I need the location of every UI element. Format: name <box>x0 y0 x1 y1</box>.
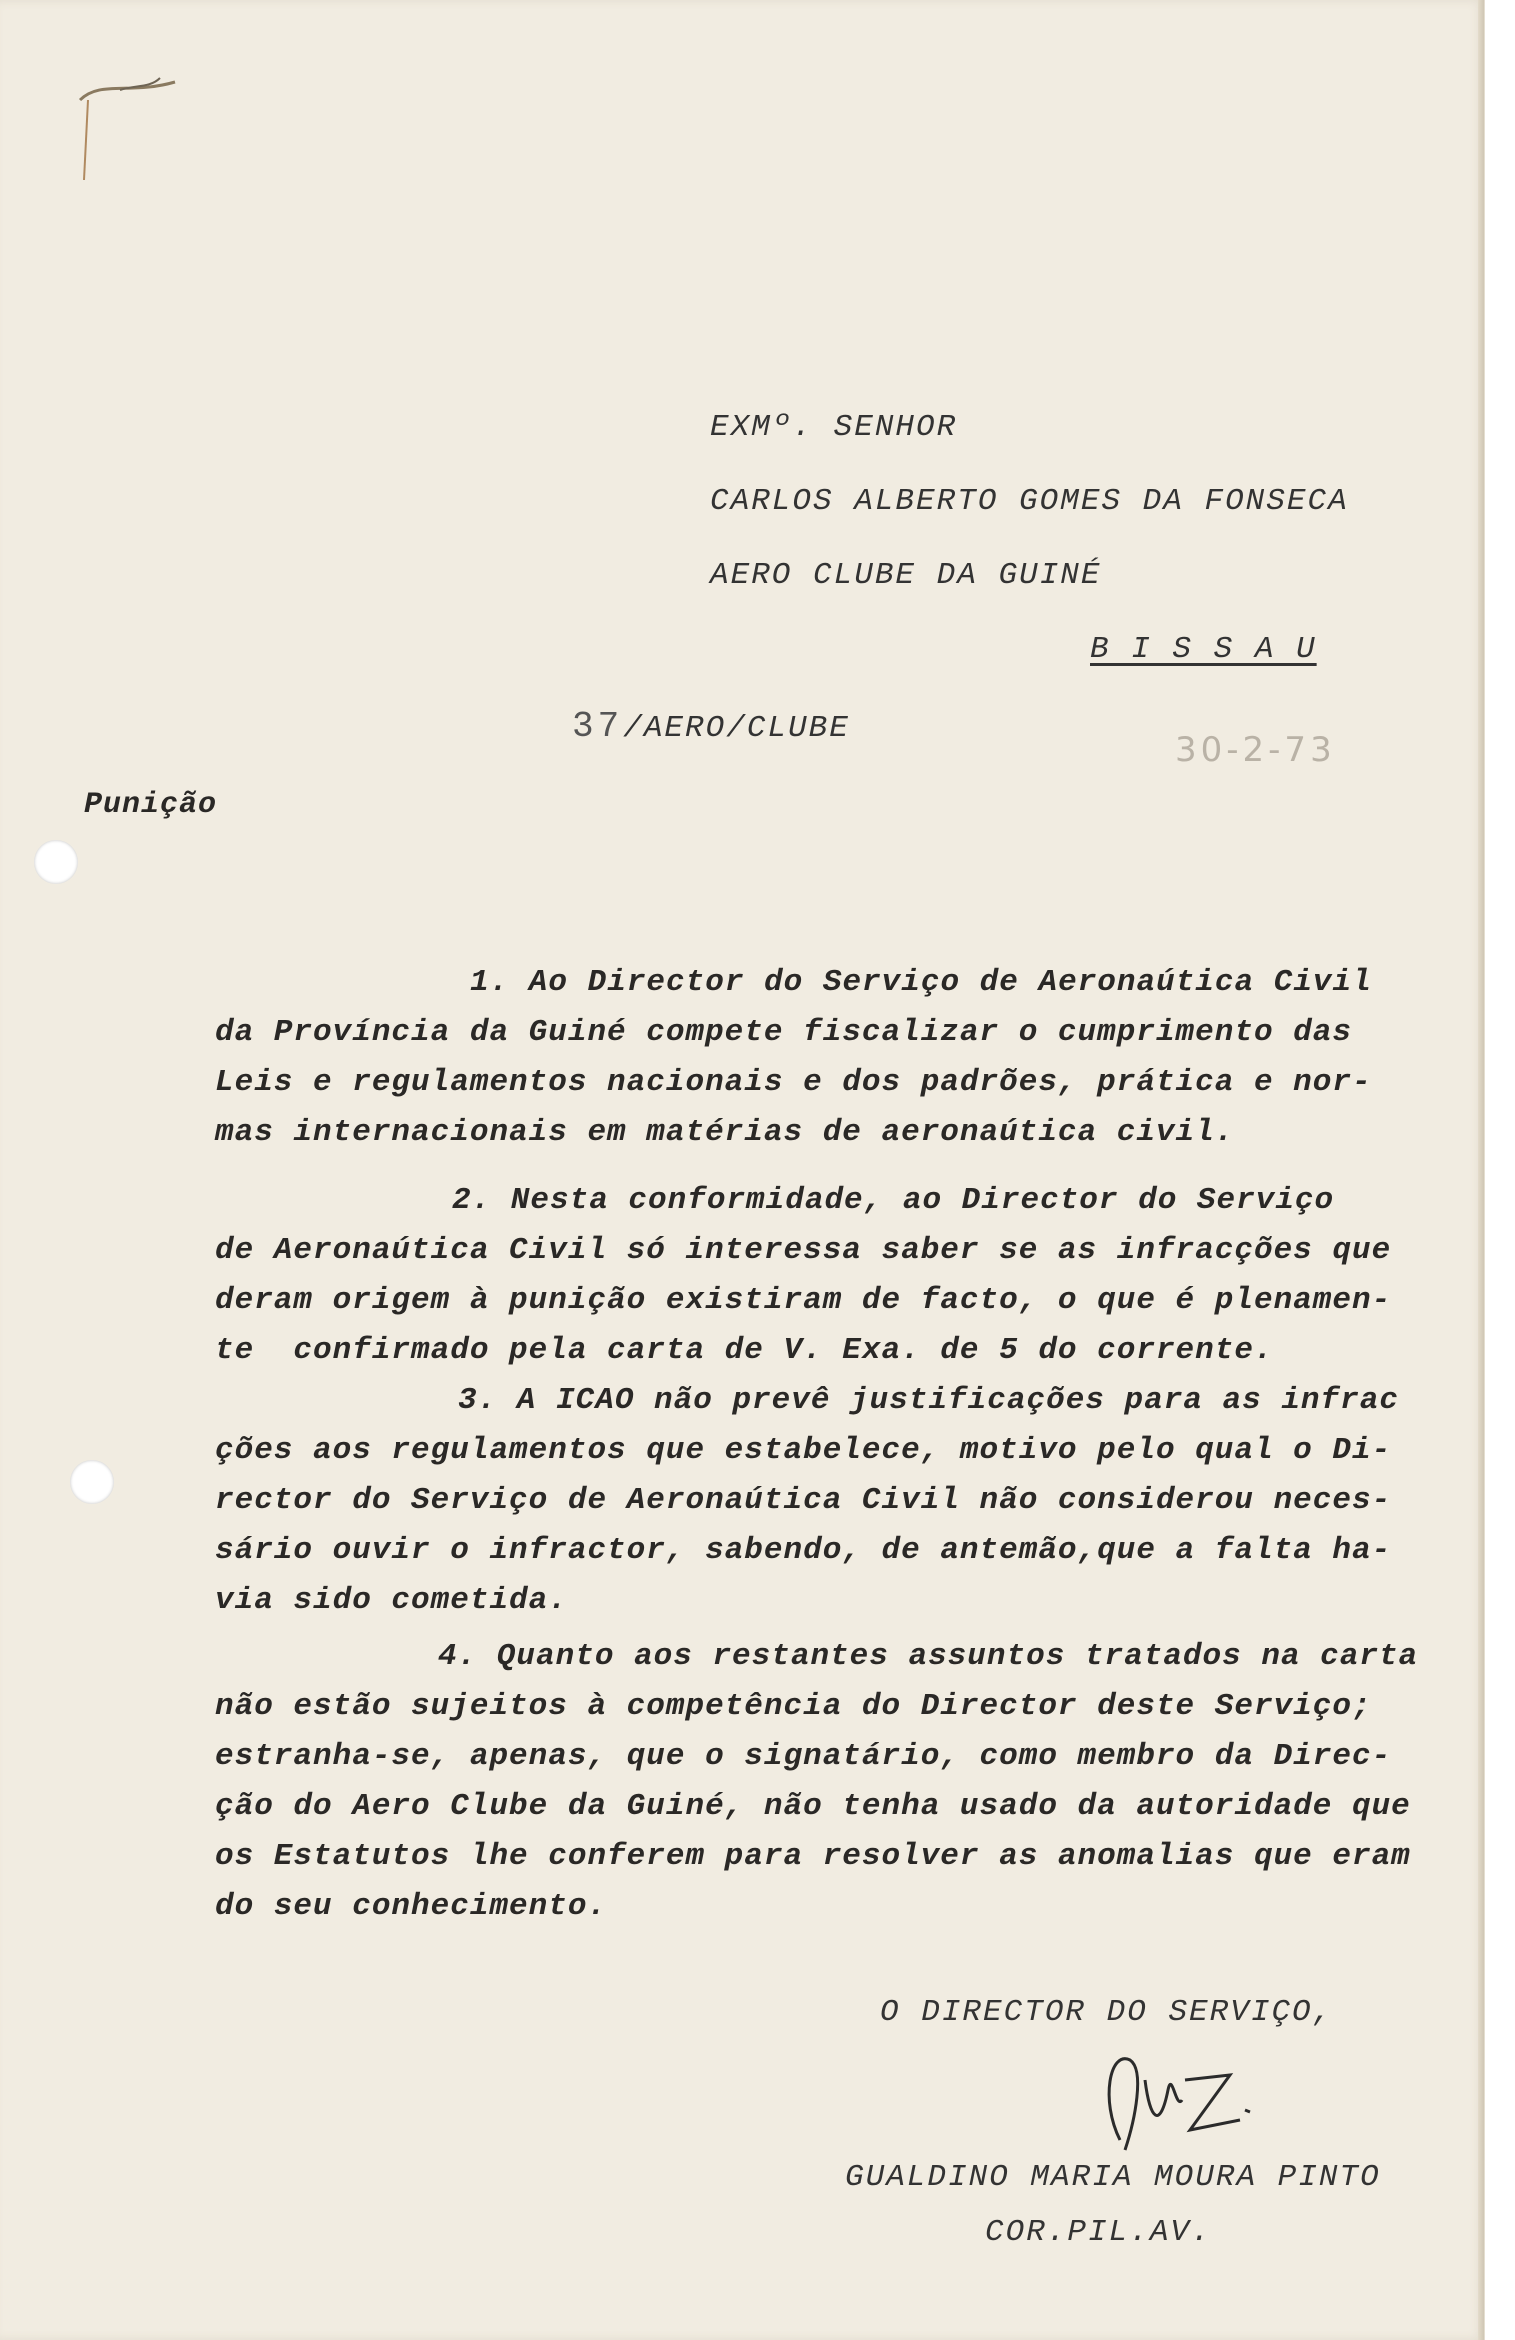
paragraph-line: via sido cometida. <box>215 1583 568 1618</box>
paragraph-line: de Aeronaútica Civil só interessa saber se as infracções que <box>215 1233 1392 1268</box>
paragraph-line: sário ouvir o infractor, sabendo, de antemão,que a falta ha- <box>215 1533 1392 1568</box>
punch-hole-upper <box>34 840 78 884</box>
paragraph-line: rector do Serviço de Aeronaútica Civil não considerou neces- <box>215 1483 1392 1518</box>
reference-suffix: /AERO/CLUBE <box>623 711 850 746</box>
paragraph-line: deram origem à punição existiram de facto, o que é plenamen- <box>215 1283 1392 1318</box>
salutation: EXMº. SENHOR <box>710 410 958 445</box>
paragraph-line: ção do Aero Clube da Guiné, não tenha usado da autoridade que <box>215 1789 1411 1824</box>
paragraph-line: mas internacionais em matérias de aeronaútica civil. <box>215 1115 1235 1150</box>
paragraph-line: 3. A ICAO não prevê justificações para as infrac <box>458 1383 1399 1418</box>
paragraph-line: 4. Quanto aos restantes assuntos tratados na carta <box>438 1639 1419 1674</box>
handwritten-date: 30-2-73 <box>1175 730 1336 770</box>
paragraph-line: da Província da Guiné compete fiscalizar o cumprimento das <box>215 1015 1352 1050</box>
reference-number: 37 <box>572 706 624 747</box>
signatory-rank: COR.PIL.AV. <box>985 2215 1212 2250</box>
paragraph-line: 1. Ao Director do Serviço de Aeronaútica Civil <box>470 965 1372 1000</box>
recipient-org: AERO CLUBE DA GUINÉ <box>710 558 1102 593</box>
signatory-name: GUALDINO MARIA MOURA PINTO <box>845 2160 1381 2195</box>
reference-line <box>572 706 850 747</box>
punch-hole-lower <box>70 1460 114 1504</box>
page-edge <box>1478 0 1484 2340</box>
recipient-name: CARLOS ALBERTO GOMES DA FONSECA <box>710 484 1349 519</box>
paragraph-line: Leis e regulamentos nacionais e dos padrões, prática e nor- <box>215 1065 1372 1100</box>
paragraph-line: 2. Nesta conformidade, ao Director do Serviço <box>452 1183 1335 1218</box>
signoff: O DIRECTOR DO SERVIÇO, <box>880 1995 1334 2030</box>
paragraph-line: te confirmado pela carta de V. Exa. de 5 do corrente. <box>215 1333 1274 1368</box>
staple-mark <box>60 60 190 200</box>
subject-note: Punição <box>84 788 218 822</box>
paragraph-line: estranha-se, apenas, que o signatário, como membro da Direc- <box>215 1739 1392 1774</box>
city: B I S S A U <box>1090 632 1317 667</box>
signature-scribble <box>1090 2040 1270 2160</box>
paragraph-line: ções aos regulamentos que estabelece, motivo pelo qual o Di- <box>215 1433 1392 1468</box>
paragraph-line: não estão sujeitos à competência do Director deste Serviço; <box>215 1689 1372 1724</box>
paragraph-line: do seu conhecimento. <box>215 1889 608 1924</box>
paragraph-line: os Estatutos lhe conferem para resolver as anomalias que eram <box>215 1839 1411 1874</box>
